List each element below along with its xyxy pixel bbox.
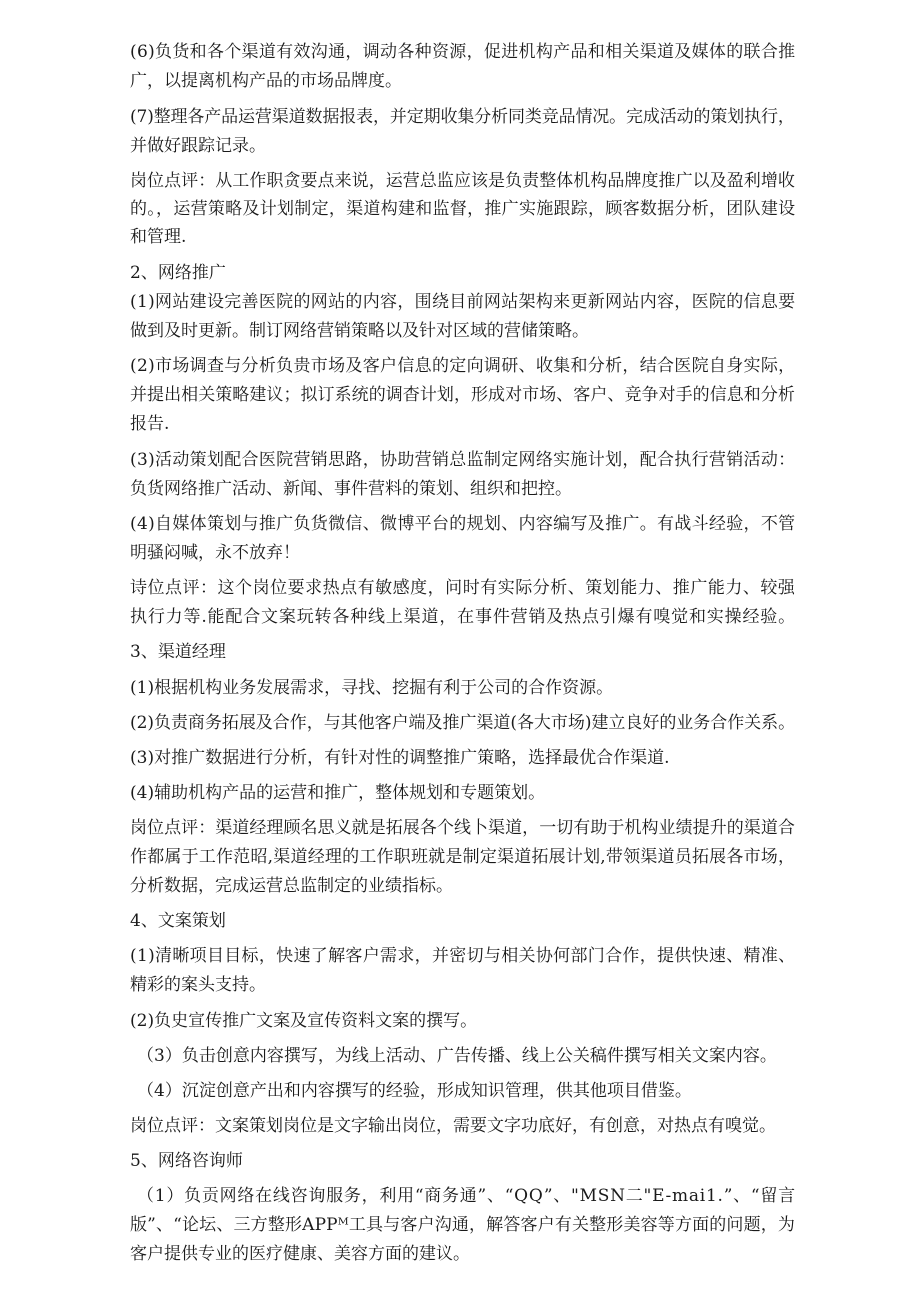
text-line: （3）负击创意内容撰写，为线上活动、广告传播、线上公关稿件撰写相关文案内容。: [137, 1046, 777, 1066]
text-line: 做到及时更新。制订网络营销策略以及针对区域的营储策略。: [130, 321, 589, 341]
text-line: (3)对推广数据进行分析，有针对性的调整推广策略，选择最优合作渠道.: [130, 748, 670, 768]
text-line: 广，以提离机构产品的市场品牌度。: [130, 71, 402, 91]
text-line: 精彩的案头支持。: [130, 975, 266, 995]
text-line: (2)负责商务拓展及合作，与其他客户端及推广渠道(各大市场)建立良好的业务合作关系。: [130, 713, 796, 733]
text-line: 客户提供专业的医疗健康、美容方面的建议。: [130, 1244, 470, 1264]
text-line: 2、网络推广: [130, 263, 226, 283]
text-line: (2)负史宣传推广文案及宣传资料文案的撰写。: [130, 1011, 478, 1031]
text-line: 明骚闷喊，永不放弃！: [130, 543, 300, 563]
text-line: 岗位点评：文案策划岗位是文字输出岗位，需要文字功底好，有创意，对热点有嗅觉。: [130, 1116, 776, 1136]
text-line: 岗位点评：渠道经理顾名思义就是拓展各个线卜渠道，一切有助于机构业绩提升的渠道合: [130, 818, 795, 838]
text-line: 作都属于工作范昭,渠道经理的工作职班就是制定渠道拓展计划,带领渠道员拓展各市场，: [130, 847, 796, 867]
text-line: (2)市场调查与分析负贵市场及客户信息的定向调研、收集和分析，结合医院自身实际，: [130, 356, 796, 376]
text-line: 的。，运营策略及计划制定，渠道构建和监督，推广实施跟踪，顾客数据分析，团队建设: [130, 199, 796, 219]
text-line: (4)辅助机构产品的运营和推广，整体规划和专题策划。: [130, 783, 546, 803]
text-line: 报告.: [130, 414, 170, 434]
text-line: 和管理.: [130, 227, 187, 247]
text-line: （1）负贡网络在线咨询服务，利用“商务通”、“QQ”、"MSN二"E-mai1.”、“留言: [137, 1186, 796, 1206]
text-line: 执行力等.能配合文案玩转各种线上渠道，在事件营销及热点引爆有嗅觉和实操经验。: [130, 607, 796, 627]
text-line: (1)网站建设完善医院的网站的内容，围绕目前网站架构来更新网站内容，医院的信息要: [130, 292, 796, 312]
text-line: (1)根据机构业务发展需求，寻找、挖掘有利于公司的合作资源。: [130, 678, 614, 698]
text-line: 3、渠道经理: [130, 642, 226, 662]
text-line: （4）沉淀创意产出和内容撰写的经验，形成知识管理，供其他项目借鉴。: [137, 1081, 692, 1101]
text-line: 并做好跟踪记录。: [130, 136, 266, 156]
text-line: (6)负货和各个渠道有效沟通，调动各种资源，促进机构产品和相关渠道及媒体的联合推: [130, 42, 796, 62]
text-line: 岗位点评：从工作职贪要点来说，运营总监应该是负责整体机构品牌度推广以及盈利增收: [130, 171, 795, 191]
text-line: (3)活动策划配合医院营销思路，协助营销总监制定网络实施计划，配合执行营销活动：: [130, 450, 796, 470]
text-line: (7)整理各产品运营渠道数据报表，并定期收集分析同类竞品情况。完成活动的策划执行，: [130, 107, 795, 127]
text-line: 分析数据，完成运营总监制定的业绩指标。: [130, 876, 453, 896]
text-line: (4)自媒体策划与推广负货微信、微博平台的规划、内容编写及推广。有战斗经验，不管: [130, 514, 796, 534]
text-line: 诗位点评：这个岗位要求热点有敏感度，问时有实际分析、策划能力、推广能力、较强: [130, 578, 796, 598]
text-line: (1)清晰项目目标，快速了解客户需求，并密切与相关协何部门合作，提供快速、精准、: [130, 946, 796, 966]
text-line: 负货网络推广活动、新闻、事件营料的策划、组织和把控。: [130, 479, 572, 499]
text-line: 4、文案策划: [130, 911, 226, 931]
text-line: 版”、“论坛、三方整形APPᴹ工具与客户沟通，解答客户有关整形美容等方面的问题，为: [130, 1215, 796, 1235]
text-line: 并提出相关策略建议；拟订系统的调杳计划，形成对市场、客户、竞争对手的信息和分析: [130, 385, 795, 405]
text-line: 5、网络咨询师: [130, 1151, 243, 1171]
